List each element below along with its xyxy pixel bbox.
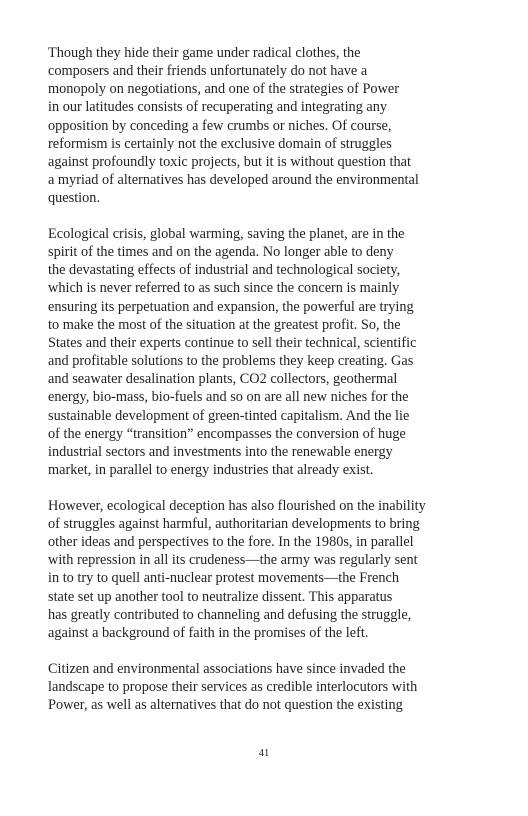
paragraph-3 xyxy=(48,497,480,642)
paragraph-2 xyxy=(48,225,480,479)
paragraph-1 xyxy=(48,44,480,207)
text-line: energy, bio-mass, bio-fuels and so on are all new niches for the xyxy=(48,389,409,406)
text-line: has greatly contributed to channeling and defusing the struggle, xyxy=(48,606,412,623)
text-line: However, ecological deception has also flourished on the inability xyxy=(48,497,426,514)
text-line: to make the most of the situation at the greatest profit. So, the xyxy=(48,316,401,333)
text-line: Though they hide their game under radical clothes, the xyxy=(48,45,361,61)
text-line: landscape to propose their services as credible interlocutors with xyxy=(48,678,418,695)
text-line: against a background of faith in the promises of the left. xyxy=(48,624,369,641)
text-line: Citizen and environmental associations have since invaded the xyxy=(48,660,406,677)
text-line: state set up another tool to neutralize dissent. This apparatus xyxy=(48,588,393,605)
text-line: industrial sectors and investments into the renewable energy xyxy=(48,443,393,460)
text-line: of struggles against harmful, authoritarian developments to bring xyxy=(48,515,420,532)
text-line: sustainable development of green-tinted capitalism. And the lie xyxy=(48,407,410,424)
page-number: 41 xyxy=(258,748,270,759)
text-line: which is never referred to as such since the concern is mainly xyxy=(48,280,400,297)
text-line: opposition by conceding a few crumbs or niches. Of course, xyxy=(48,117,392,134)
text-line: a myriad of alternatives has developed around the environmental xyxy=(48,172,419,189)
text-line: States and their experts continue to sell their technical, scientific xyxy=(48,334,417,351)
text-line: with repression in all its crudeness—the army was regularly sent xyxy=(48,552,418,569)
text-line: in our latitudes consists of recuperating and integrating any xyxy=(48,99,388,116)
text-line: question. xyxy=(48,190,101,207)
text-line: Power, as well as alternatives that do not question the existing xyxy=(48,696,403,713)
text-line: against profoundly toxic projects, but it is without question that xyxy=(48,153,411,170)
text-line: the devastating effects of industrial and technological society, xyxy=(48,262,401,279)
text-line: and seawater desalination plants, CO2 collectors, geothermal xyxy=(48,371,398,388)
text-line: ensuring its perpetuation and expansion, the powerful are trying xyxy=(48,298,414,315)
text-line: spirit of the times and on the agenda. No longer able to deny xyxy=(48,244,394,261)
paragraph-4 xyxy=(48,660,480,714)
text-line: in to try to quell anti-nuclear protest movements—the French xyxy=(48,570,399,587)
text-line: and profitable solutions to the problems they keep creating. Gas xyxy=(48,353,414,370)
body-text xyxy=(48,44,480,732)
text-line: composers and their friends unfortunately do not have a xyxy=(48,63,368,80)
text-line: market, in parallel to energy industries that already exist. xyxy=(48,462,374,479)
text-line: monopoly on negotiations, and one of the strategies of Power xyxy=(48,81,399,98)
text-line: of the energy “transition” encompasses the conversion of huge xyxy=(48,425,406,442)
text-line: reformism is certainly not the exclusive domain of struggles xyxy=(48,135,392,152)
text-line: other ideas and perspectives to the fore. In the 1980s, in parallel xyxy=(48,534,414,551)
text-line: Ecological crisis, global warming, saving the planet, are in the xyxy=(48,226,405,242)
